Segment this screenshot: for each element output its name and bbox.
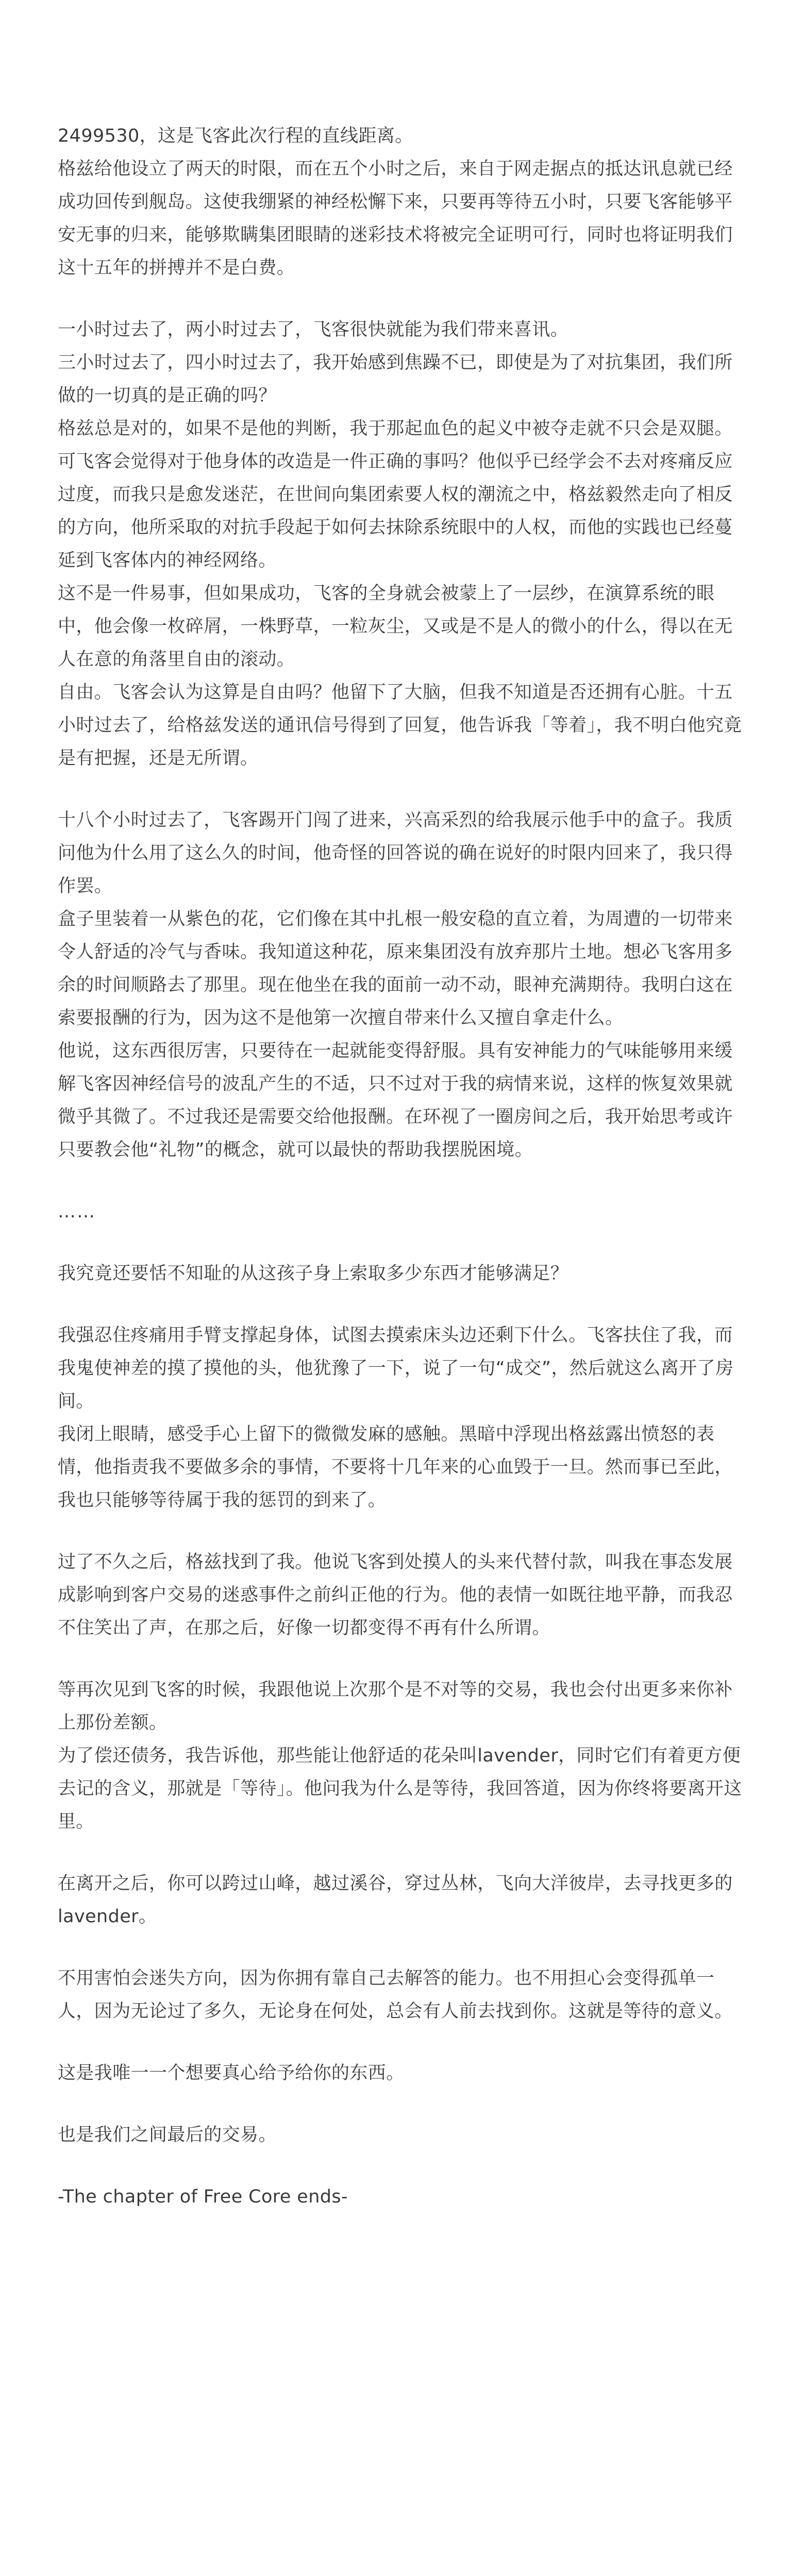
paragraph: 一小时过去了，两小时过去了，飞客很快就能为我们带来喜讯。 [58, 319, 569, 340]
paragraph: 自由。飞客会认为这算是自由吗？他留下了大脑，但我不知道是否还拥有心脏。十五小时过去了，给格兹发送的通讯信号得到了回复，他告诉我「等着」，我不明白他究竟是有把握，还是无所谓。 [58, 682, 742, 769]
paragraph: 十八个小时过去了，飞客踢开门闯了进来，兴高采烈的给我展示他手中的盒子。我质问他为什么用了这么久的时间，他奇怪的回答说的确在说好的时限内回来了，我只得作罢。 [58, 810, 733, 896]
paragraph: 这不是一件易事，但如果成功，飞客的全身就会被蒙上了一层纱，在演算系统的眼中，他会像一枚碎屑，一株野草，一粒灰尘，又或是不是人的微小的什么，得以在无人在意的角落里自由的滚动。 [58, 583, 733, 670]
paragraph-spacer [58, 284, 746, 313]
paragraph-spacer [58, 2090, 746, 2119]
paragraph: 盒子里装着一从紫色的花，它们像在其中扎根一般安稳的直立着，为周遭的一切带来令人舒适的冷气与香味。我知道这种花，原来集团没有放弃那片土地。想必飞客用多余的时间顺路去了那里。现在他坐在我的面前一动不动，眼神充满期待。我明白这在索要报酬的行为，因为这不是他第一次擅自带来什么又擅自拿走什么。 [58, 909, 733, 1028]
paragraph-spacer [58, 1166, 746, 1195]
paragraph-spacer [58, 1838, 746, 1867]
paragraph: 等再次见到飞客的时候，我跟他说上次那个是不对等的交易，我也会付出更多来你补上那份差额。 [58, 1680, 733, 1733]
paragraph-spacer [58, 1228, 746, 1257]
chapter-end-line: -The chapter of Free Core ends- [58, 2187, 348, 2207]
paragraph: 我闭上眼睛，感受手心上留下的微微发麻的感触。黑暗中浮现出格兹露出愤怒的表情，他指责我不要做多余的事情，不要将十几年来的心血毁于一旦。然而事已至此，我也只能够等待属于我的惩罚的到来了。 [58, 1424, 733, 1511]
paragraph: 不用害怕会迷失方向，因为你拥有靠自己去解答的能力。也不用担心会变得孤单一人，因为无论过了多久，无论身在何处，总会有人前去找到你。这就是等待的意义。 [58, 1968, 733, 2022]
paragraph: 格兹给他设立了两天的时限，而在五个小时之后，来自于网走据点的抵达讯息就已经成功回传到舰岛。这使我绷紧的神经松懈下来，只要再等待五小时，只要飞客能够平安无事的归来，能够欺瞒集团眼睛的迷彩技术将被完全证明可行，同时也将证明我们这十五年的拼搏并不是白费。 [58, 159, 733, 278]
paragraph-spacer [58, 1290, 746, 1319]
paragraph: 在离开之后，你可以跨过山峰，越过溪谷，穿过丛林，飞向大洋彼岸，去寻找更多的lavender。 [58, 1873, 733, 1927]
article-body [58, 120, 746, 2213]
paragraph: 2499530，这是飞客此次行程的直线距离。 [58, 126, 413, 146]
paragraph: 格兹总是对的，如果不是他的判断，我于那起血色的起义中被夺走就不只会是双腿。可飞客会觉得对于他身体的改造是一件正确的事吗？他似乎已经学会不去对疼痛反应过度，而我只是愈发迷茫，在世间向集团索要人权的潮流之中，格兹毅然走向了相反的方向，他所采取的对抗手段起于如何去抹除系统眼中的人权，而他的实践也已经蔓延到飞客体内的神经网络。 [58, 418, 733, 571]
paragraph: 他说，这东西很厉害，只要待在一起就能变得舒服。具有安神能力的气味能够用来缓解飞客因神经信号的波乱产生的不适，只不过对于我的病情来说，这样的恢复效果就微乎其微了。不过我还是需要交给他报酬。在环视了一圈房间之后，我开始思考或许只要教会他“礼物”的概念，就可以最快的帮助我摆脱困境。 [58, 1041, 733, 1160]
paragraph: 我究竟还要恬不知耻的从这孩子身上索取多少东西才能够满足？ [58, 1263, 569, 1284]
paragraph: 这是我唯一一个想要真心给予给你的东西。 [58, 2063, 405, 2083]
paragraph-spacer [58, 1517, 746, 1546]
paragraph-spacer [58, 1933, 746, 1962]
scene-break-ellipsis: …… [58, 1201, 96, 1222]
paragraph: 也是我们之间最后的交易。 [58, 2125, 277, 2145]
paragraph: 三小时过去了，四小时过去了，我开始感到焦躁不已，即使是为了对抗集团，我们所做的一切真的是正确的吗？ [58, 352, 733, 406]
paragraph: 过了不久之后，格兹找到了我。他说飞客到处摸人的头来代替付款，叫我在事态发展成影响到客户交易的迷惑事件之前纠正他的行为。他的表情一如既往地平静，而我忍不住笑出了声，在那之后，好像一切都变得不再有什么所谓。 [58, 1552, 733, 1638]
paragraph-spacer [58, 1645, 746, 1673]
paragraph-spacer [58, 2028, 746, 2057]
paragraph-spacer [58, 775, 746, 804]
paragraph: 为了偿还债务，我告诉他，那些能让他舒适的花朵叫lavender，同时它们有着更方便去记的含义，那就是「等待」。他问我为什么是等待，我回答道，因为你终将要离开这里。 [58, 1745, 742, 1832]
paragraph: 我强忍住疼痛用手臂支撑起身体，试图去摸索床头边还剩下什么。飞客扶住了我，而我鬼使神差的摸了摸他的头，他犹豫了一下，说了一句“成交”，然后就这么离开了房间。 [58, 1325, 734, 1412]
paragraph-spacer [58, 2151, 746, 2180]
